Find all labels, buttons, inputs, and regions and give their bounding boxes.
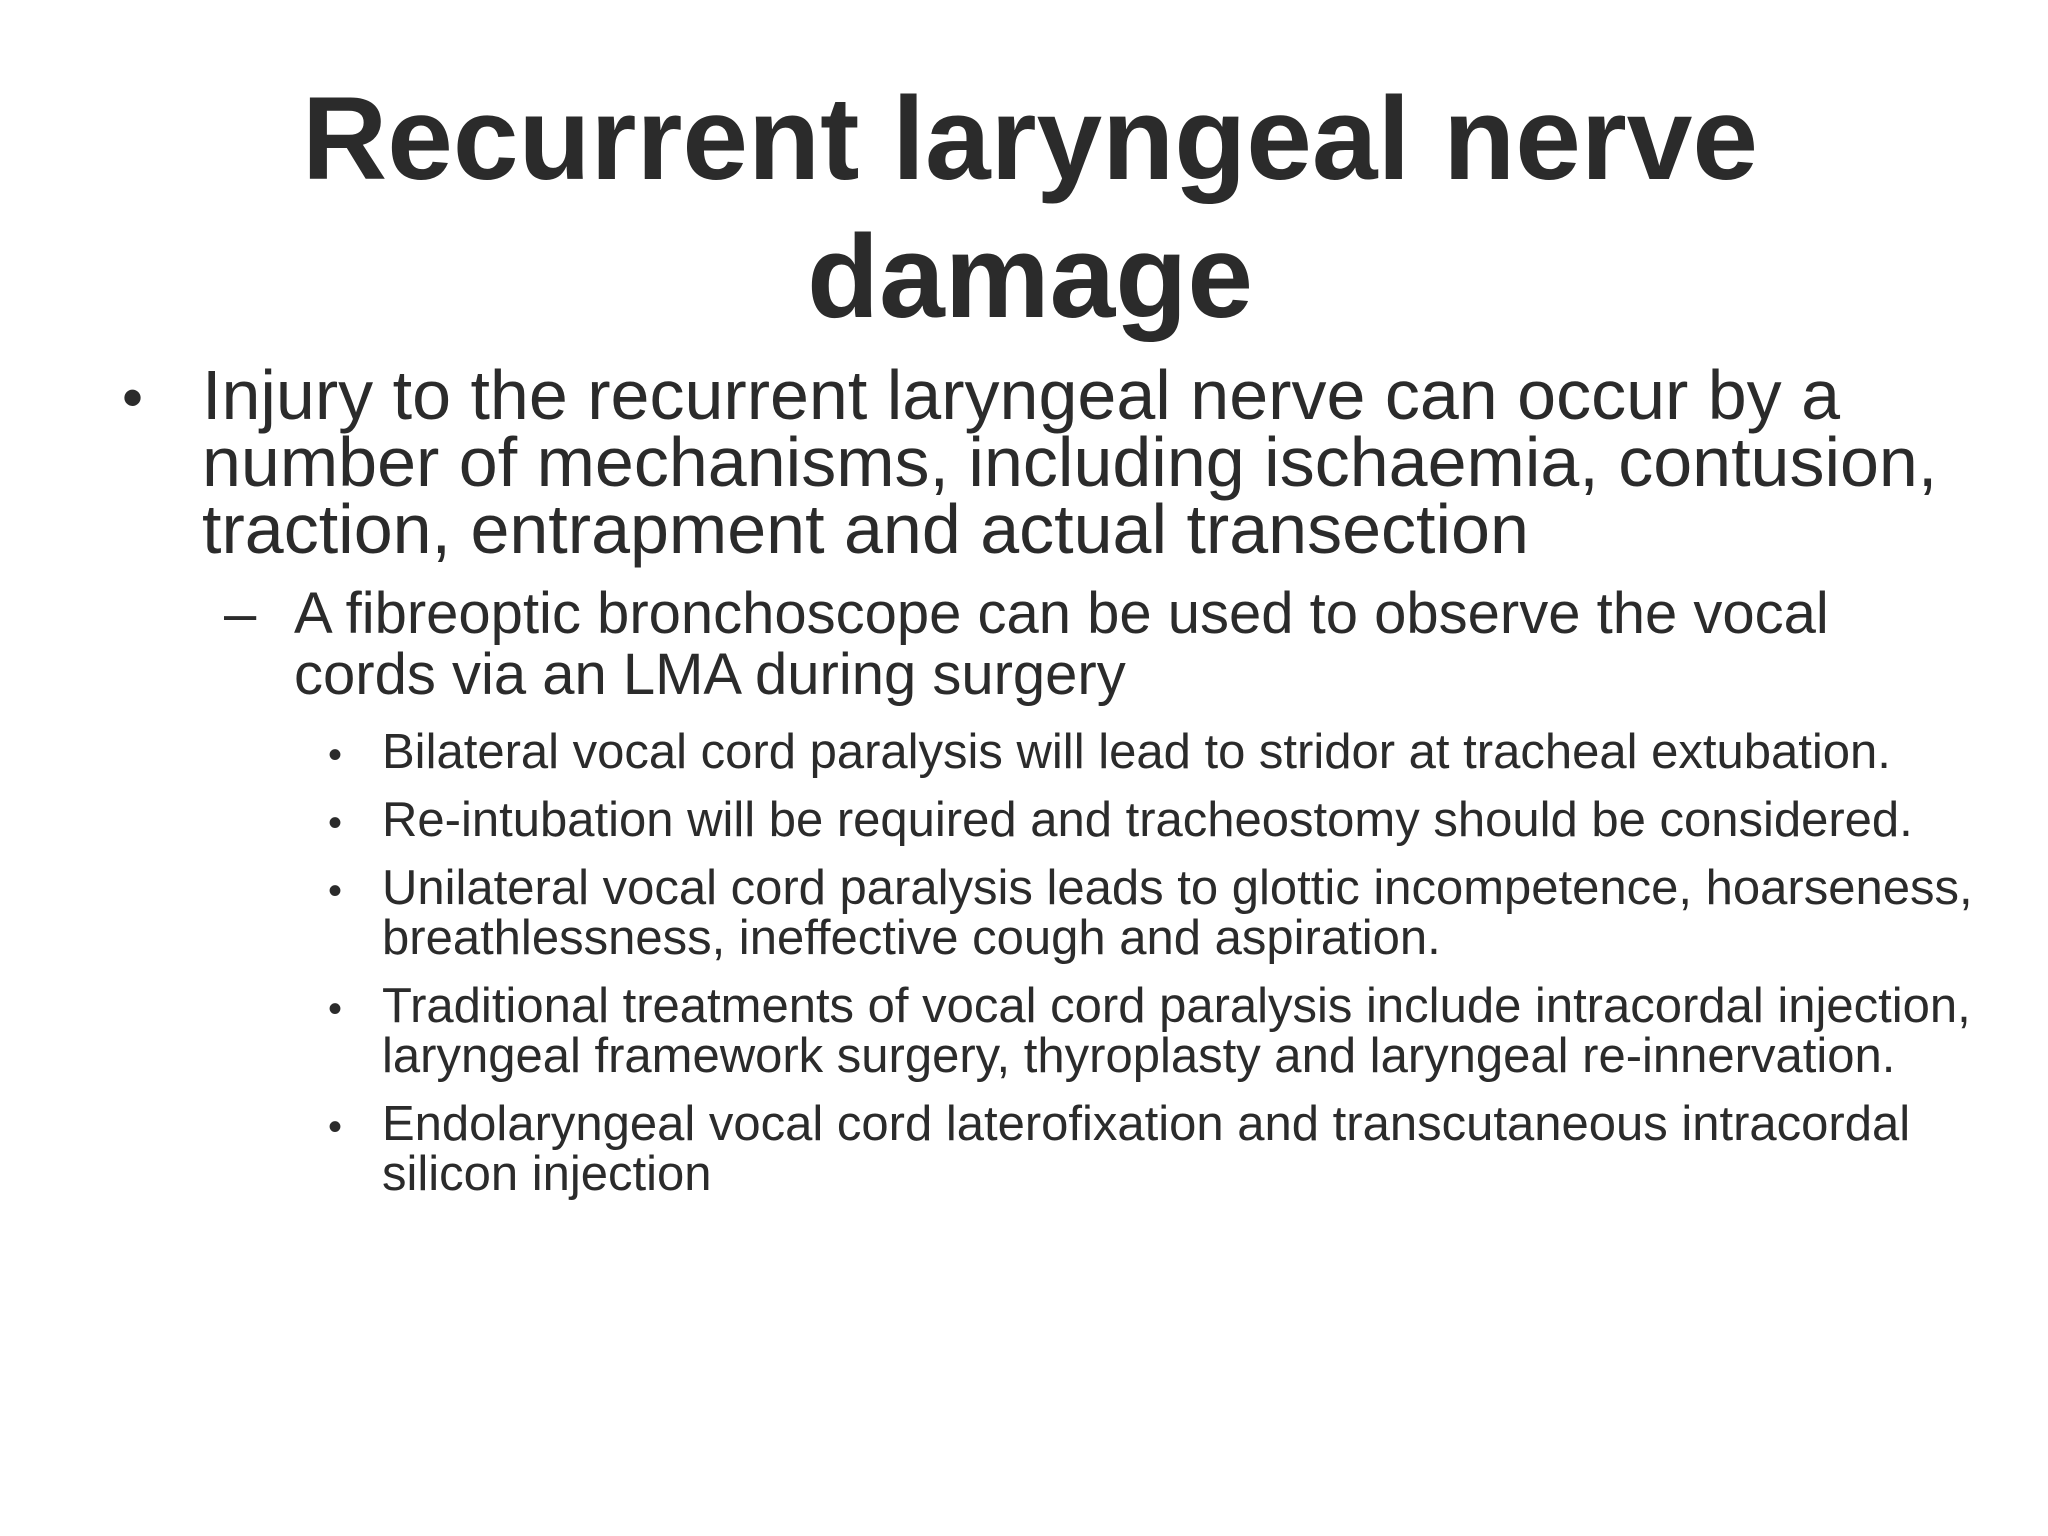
bullet-item-level3 <box>328 727 2002 777</box>
bullet-item-level2 <box>224 583 1954 705</box>
detail-list <box>0 727 2048 1199</box>
bullet-marker: • <box>328 801 343 845</box>
bullet-text: Endolaryngeal vocal cord laterofixation and transcutaneous intracordal silicon injection <box>382 1097 1911 1201</box>
bullet-marker: • <box>122 364 144 431</box>
bullet-text: Re-intubation will be required and tracheostomy should be considered. <box>382 793 1913 847</box>
bullet-text: Unilateral vocal cord paralysis leads to glottic incompetence, hoarseness, breathlessness, ineffective cough and aspiration. <box>382 861 1973 965</box>
bullet-text: Bilateral vocal cord paralysis will lead to stridor at tracheal extubation. <box>382 725 1891 779</box>
slide-content <box>0 356 2048 1217</box>
bullet-marker: • <box>328 987 343 1031</box>
bullet-item-level3 <box>328 795 2002 845</box>
bullet-marker: • <box>328 1105 343 1149</box>
dash-marker: – <box>224 581 257 646</box>
bullet-item-level3 <box>328 1099 2002 1199</box>
bullet-marker: • <box>328 733 343 777</box>
bullet-item-level3 <box>328 981 2002 1081</box>
bullet-text: A fibreoptic bronchoscope can be used to observe the vocal cords via an LMA during surgery <box>294 581 1829 707</box>
bullet-marker: • <box>328 869 343 913</box>
bullet-item-level1 <box>122 356 1972 568</box>
bullet-text: Traditional treatments of vocal cord paralysis include intracordal injection, laryngeal framework surgery, thyroplasty and laryngeal re-innervation. <box>382 979 1971 1083</box>
slide-title: Recurrent laryngeal nerve damage <box>302 73 1758 343</box>
bullet-text: Injury to the recurrent laryngeal nerve can occur by a number of mechanisms, including ischaemia, contusion, traction, entrapment and actual transection <box>202 356 1938 568</box>
bullet-item-level3 <box>328 863 2002 963</box>
